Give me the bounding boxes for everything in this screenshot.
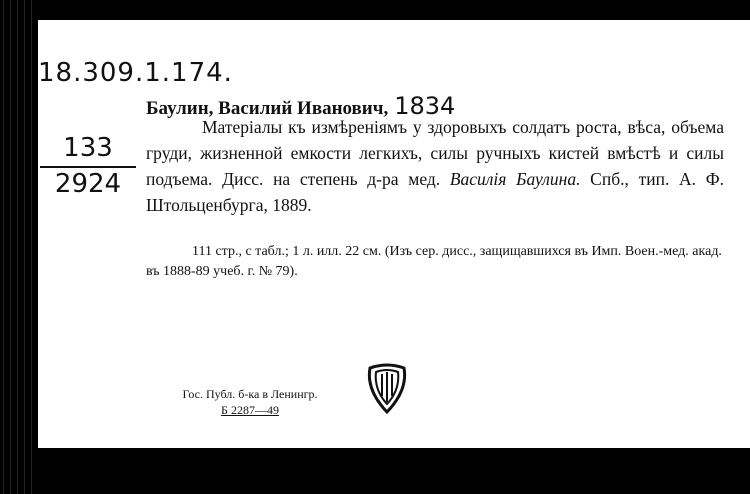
description-author: Василія Баулина. (449, 169, 581, 189)
library-seal-icon (364, 362, 410, 416)
shelf-mark (40, 132, 136, 200)
stamp-line: Гос. Публ. б-ка в Ленингр. (182, 387, 318, 401)
library-stamp (150, 386, 350, 418)
shelf-mark-top: 133 (40, 132, 136, 168)
description-main: Матеріалы къ измѣреніямъ у здоровыхъ солдатъ роста, вѣса, объема груди, жизненной емкости легкихъ, силы ручныхъ кистей вмѣстѣ и силы подъема. Дисс. на степень д-ра мед. (146, 117, 724, 189)
collation: 111 стр., с табл.; 1 л. илл. 22 см. (Изъ сер. дисс., защищавшихся въ Имп. Воен.-мед. акад. въ 1888-89 учеб. г. № 79). (146, 244, 722, 279)
scan-edge (0, 0, 38, 494)
catalog-card (38, 20, 750, 448)
handwritten-year: 1834 (394, 92, 456, 120)
shelf-mark-bottom: 2924 (54, 169, 122, 199)
description-imprint: Спб., тип. А. Ф. Штольценбурга, 1889. (146, 169, 724, 215)
handwritten-number: 18.309.1.174. (38, 58, 233, 88)
description-body (146, 114, 724, 218)
author-name: Баулин, Василий Иванович, (146, 98, 389, 119)
inventory-number: Б 2287—49 (221, 403, 279, 417)
